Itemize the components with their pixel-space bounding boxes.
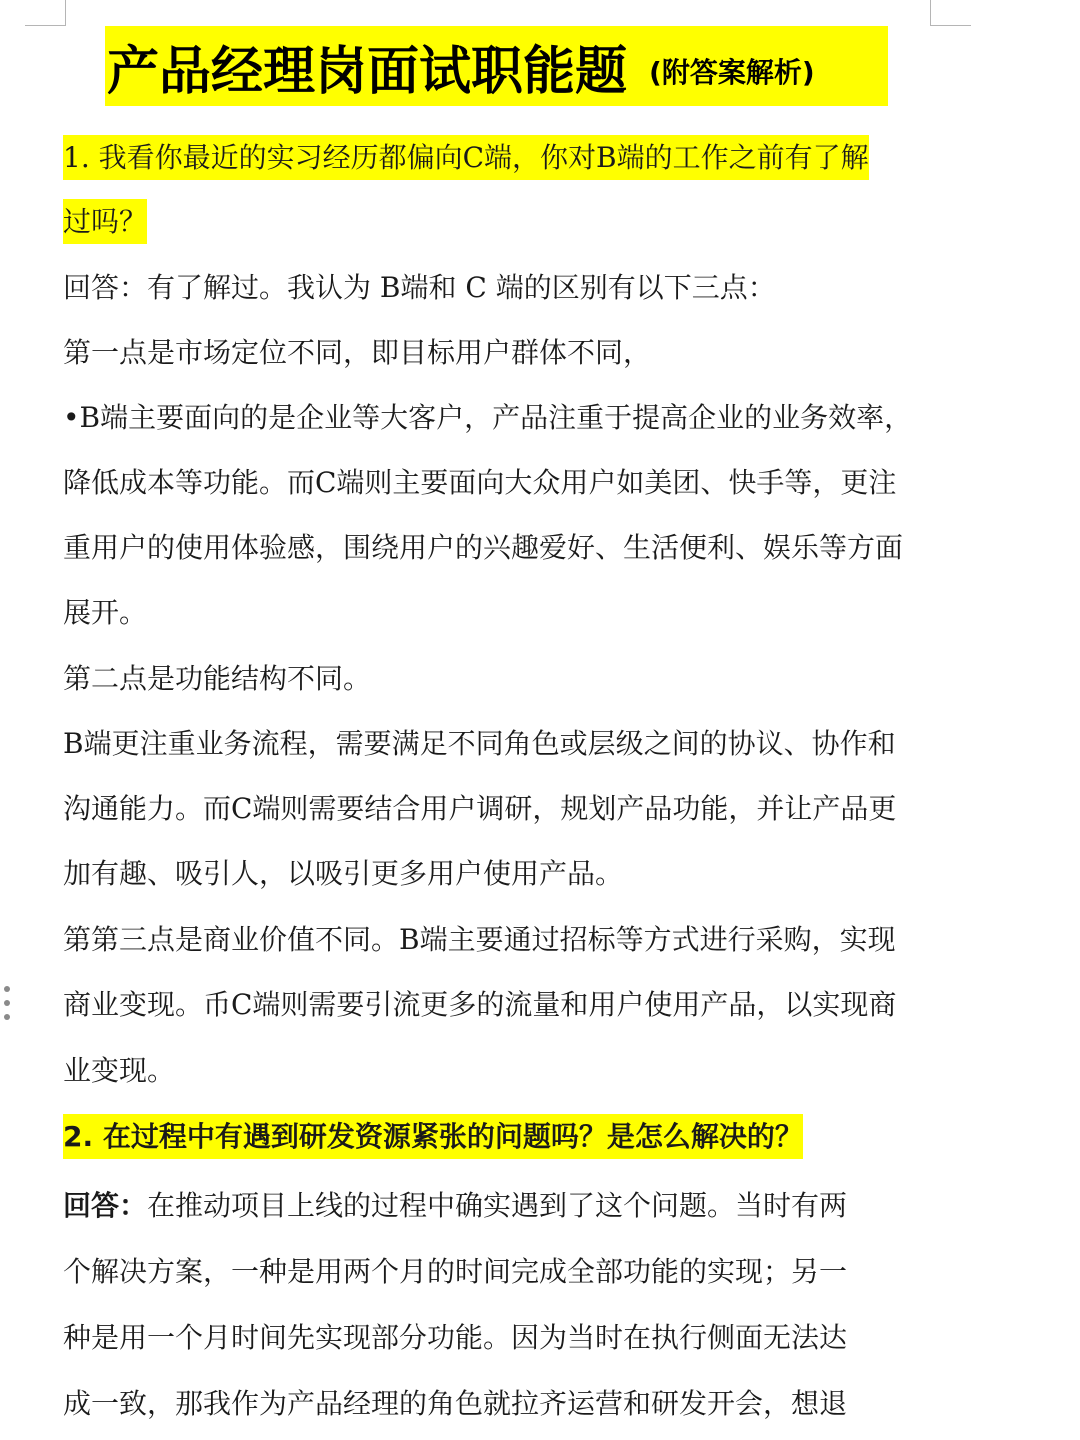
answer-1-intro: 回答：有了解过。我认为 B端和 C 端的区别有以下三点： — [63, 271, 776, 304]
answer-1-paragraph-line: 展开。 — [63, 596, 148, 629]
page-corner-mark-left — [25, 0, 66, 26]
answer-1-paragraph-line: •B端主要面向的是企业等大客户，产品注重于提高企业的业务效率， — [63, 401, 913, 434]
question-2: 2. 在过程中有遇到研发资源紧张的问题吗？是怎么解决的？ — [63, 1117, 803, 1157]
title-subtitle: (附答案解析) — [649, 56, 815, 89]
answer-2-line-2: 个解决方案，一种是用两个月的时间完成全部功能的实现；另一 — [63, 1255, 848, 1288]
answer-1-point-2: 第二点是功能结构不同。 — [63, 662, 372, 695]
answer-2-line-4: 成一致，那我作为产品经理的角色就拉齐运营和研发开会，想退 — [63, 1387, 848, 1420]
question-1-line-2: 过吗？ — [63, 202, 147, 242]
answer-2-label: 回答： — [63, 1189, 148, 1222]
answer-1-paragraph-line: 重用户的使用体验感，围绕用户的兴趣爱好、生活便利、娱乐等方面 — [63, 531, 904, 564]
document-title — [105, 26, 888, 106]
answer-1-paragraph-line: 降低成本等功能。而C端则主要面向大众用户如美团、快手等，更注 — [63, 466, 897, 499]
answer-1-paragraph-line: 加有趣、吸引人，以吸引更多用户使用产品。 — [63, 857, 624, 890]
page-corner-mark-right — [930, 0, 971, 26]
answer-1-paragraph-line: B端更注重业务流程，需要满足不同角色或层级之间的协议、协作和 — [63, 727, 896, 760]
answer-1-paragraph-line: 商业变现。币C端则需要引流更多的流量和用户使用产品，以实现商 — [63, 988, 897, 1021]
drag-handle-icon[interactable] — [2, 986, 12, 1020]
answer-1-point-3: 第第三点是商业价值不同。B端主要通过招标等方式进行采购，实现 — [63, 923, 896, 956]
answer-1-point-1: 第一点是市场定位不同，即目标用户群体不同， — [63, 336, 652, 369]
answer-1-paragraph-line: 业变现。 — [63, 1054, 176, 1087]
answer-2-line-3: 种是用一个月时间先实现部分功能。因为当时在执行侧面无法达 — [63, 1321, 848, 1354]
answer-2-line-1: 回答：在推动项目上线的过程中确实遇到了这个问题。当时有两 — [63, 1189, 848, 1222]
question-1-line-1: 1. 我看你最近的实习经历都偏向C端，你对B端的工作之前有了解 — [63, 138, 869, 178]
title-main: 产品经理岗面试职能题 — [107, 41, 628, 102]
answer-1-paragraph-line: 沟通能力。而C端则需要结合用户调研，规划产品功能，并让产品更 — [63, 792, 897, 825]
